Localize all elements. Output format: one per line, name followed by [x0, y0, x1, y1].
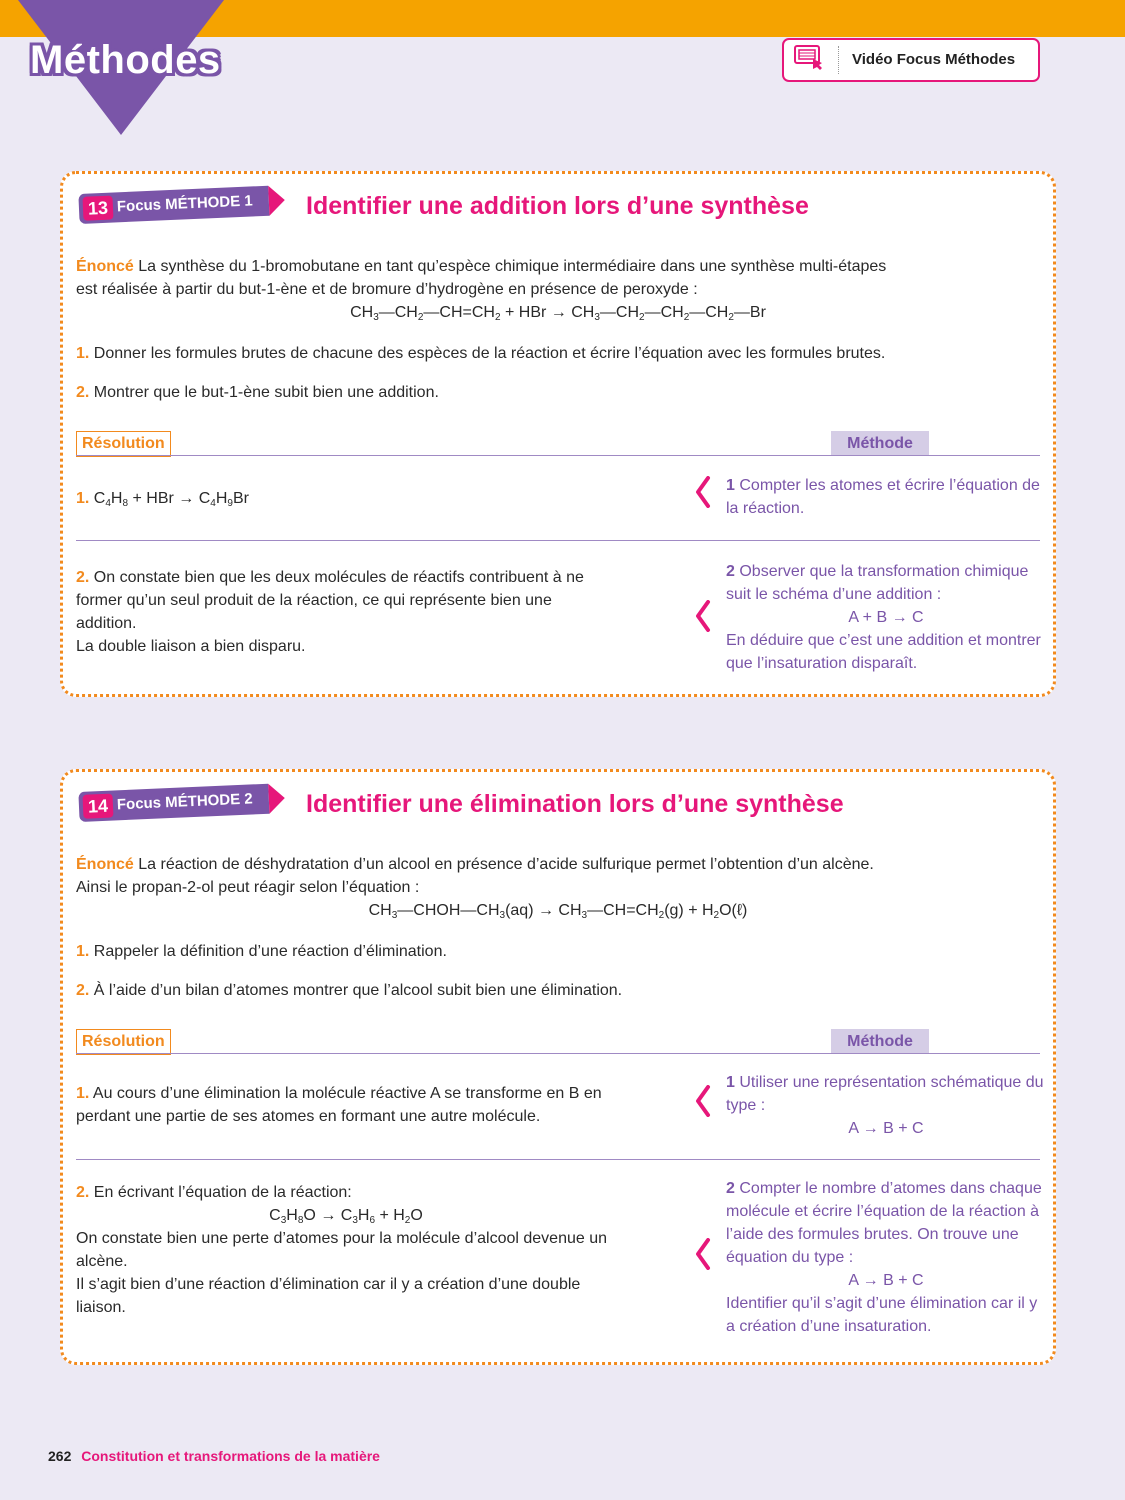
step-text: Identifier qu’il s’agit d’une élimination car il y a création d’une insaturation. [726, 1295, 1038, 1335]
enonce-line-2: est réalisée à partir du but-1-ène et de bromure d’hydrogène en présence de peroxyde : [76, 281, 698, 298]
enonce [76, 853, 1036, 899]
method-tag-label: Focus MÉTHODE 2 [116, 790, 254, 814]
section-title: Méthodes [30, 38, 221, 82]
step-text: Observer que la transformation chimique suit le schéma d’une addition : [726, 563, 1029, 603]
resolution-step-1 [76, 1082, 616, 1128]
page-number: 262 [48, 1448, 72, 1464]
question-text: Montrer que le but-1-ène subit bien une addition. [93, 384, 439, 401]
equation: $CH_3—CH_2—CH=CH_2$ + HBr → $CH_3—CH_2—CH_2—CH_2—Br$ [350, 304, 766, 323]
method-tag [78, 192, 254, 224]
step-text: On constate bien une perte d’atomes pour la molécule d’alcool devenue un alcène. [76, 1230, 608, 1270]
resolution-label: Résolution [76, 431, 171, 457]
step-number: 1. [76, 490, 90, 507]
step-divider [76, 540, 1040, 541]
methode-step-2 [726, 1177, 1046, 1338]
question-1 [76, 940, 447, 963]
resolution-step-2 [76, 566, 616, 658]
video-focus-button[interactable] [782, 38, 1040, 82]
methode-step-2 [726, 560, 1046, 675]
step-divider [76, 1159, 1040, 1160]
question-number: 1. [76, 345, 90, 362]
resolution-step-1: 1. $C_4H_8$ + HBr → $C_4H_9Br$ [76, 490, 249, 509]
step-text: Compter le nombre d’atomes dans chaque molécule et écrire l’équation de la réaction à l’aide des formules brutes. [726, 1180, 1042, 1243]
chevron-left-icon [693, 1238, 713, 1270]
step-text: Utiliser une représentation schématique du type : [726, 1074, 1044, 1114]
chapter-title: Constitution et transformations de la matière [81, 1448, 380, 1464]
question-number: 2. [76, 384, 90, 401]
chevron-left-icon [693, 600, 713, 632]
enonce [76, 255, 1036, 301]
enonce-line-2: Ainsi le propan-2-ol peut réagir selon l’équation : [76, 879, 420, 896]
equation: $CH_3—CHOH—CH_3(aq)$ → $CH_3—CH=CH_2(g)$ + $H_2O(\ell)$ [368, 902, 748, 921]
video-separator [838, 46, 839, 74]
methode-step-1 [726, 1071, 1046, 1140]
resolution-label: Résolution [76, 1029, 171, 1055]
question-number: 1. [76, 943, 90, 960]
video-touch-icon [794, 45, 824, 71]
step-formula: $C_3H_8O \to C_3H_6 + H_2O$ [269, 1207, 423, 1226]
step-text: On trouve une équation du type : [726, 1226, 1019, 1266]
step-text: On constate bien que les deux molécules de réactifs contribuent à ne former qu’un seul produit de la réaction, ce qui représente bien une addition. [76, 569, 584, 632]
question-text: Donner les formules brutes de chacune des espèces de la réaction et écrire l’équation avec les formules brutes. [93, 345, 886, 362]
step-text: Compter les atomes et écrire l’équation de la réaction. [726, 477, 1040, 517]
step-text: En écrivant l’équation de la réaction: [93, 1184, 352, 1201]
method-card-1 [60, 171, 1056, 697]
step-formula: A → B + C [848, 1272, 924, 1289]
method-tag-label: Focus MÉTHODE 1 [116, 192, 254, 216]
method-title: Identifier une élimination lors d’une synthèse [306, 790, 844, 818]
step-text: La double liaison a bien disparu. [76, 638, 306, 655]
video-button-label: Vidéo Focus Méthodes [852, 51, 1016, 68]
question-text: À l’aide d’un bilan d’atomes montrer que l’alcool subit bien une élimination. [93, 982, 623, 999]
question-2 [76, 381, 439, 404]
method-card-2 [60, 769, 1056, 1365]
resolution-step-2 [76, 1181, 616, 1319]
section-divider [76, 1053, 1040, 1054]
step-number: 2. [76, 569, 90, 586]
section-divider [76, 455, 1040, 456]
step-text: En déduire que c’est une addition et montrer que l’insaturation disparaît. [726, 632, 1041, 672]
methode-label: Méthode [831, 1029, 929, 1054]
method-number: 14 [82, 794, 113, 819]
step-number: 1 [726, 1074, 735, 1091]
question-1 [76, 342, 885, 365]
chevron-left-icon [693, 476, 713, 508]
step-number: 2 [726, 563, 735, 580]
enonce-line-1: La synthèse du 1-bromobutane en tant qu’espèce chimique intermédiaire dans une synthèse multi-étapes [138, 258, 887, 275]
step-text: Au cours d’une élimination la molécule réactive A se transforme en B en perdant une partie de ses atomes en formant une autre molécule. [76, 1085, 602, 1125]
method-number: 13 [82, 196, 113, 221]
step-number: 2. [76, 1184, 90, 1201]
step-number: 1 [726, 477, 735, 494]
method-tag [78, 790, 254, 822]
method-title: Identifier une addition lors d’une synthèse [306, 192, 809, 220]
methode-label: Méthode [831, 431, 929, 456]
chevron-left-icon [693, 1085, 713, 1117]
question-text: Rappeler la définition d’une réaction d’élimination. [93, 943, 447, 960]
enonce-line-1: La réaction de déshydratation d’un alcool en présence d’acide sulfurique permet l’obtention d’un alcène. [138, 856, 874, 873]
page-footer [48, 1448, 380, 1464]
question-number: 2. [76, 982, 90, 999]
step-formula: A → B + C [848, 1120, 924, 1137]
methode-step-1 [726, 474, 1046, 520]
step-number: 2 [726, 1180, 735, 1197]
enonce-label: Énoncé [76, 856, 134, 873]
step-number: 1. [76, 1085, 90, 1102]
step-formula: A + B → C [848, 609, 924, 626]
step-text: Il s’agit bien d’une réaction d’élimination car il y a création d’une double liaison. [76, 1276, 581, 1316]
question-2 [76, 979, 622, 1002]
enonce-label: Énoncé [76, 258, 134, 275]
